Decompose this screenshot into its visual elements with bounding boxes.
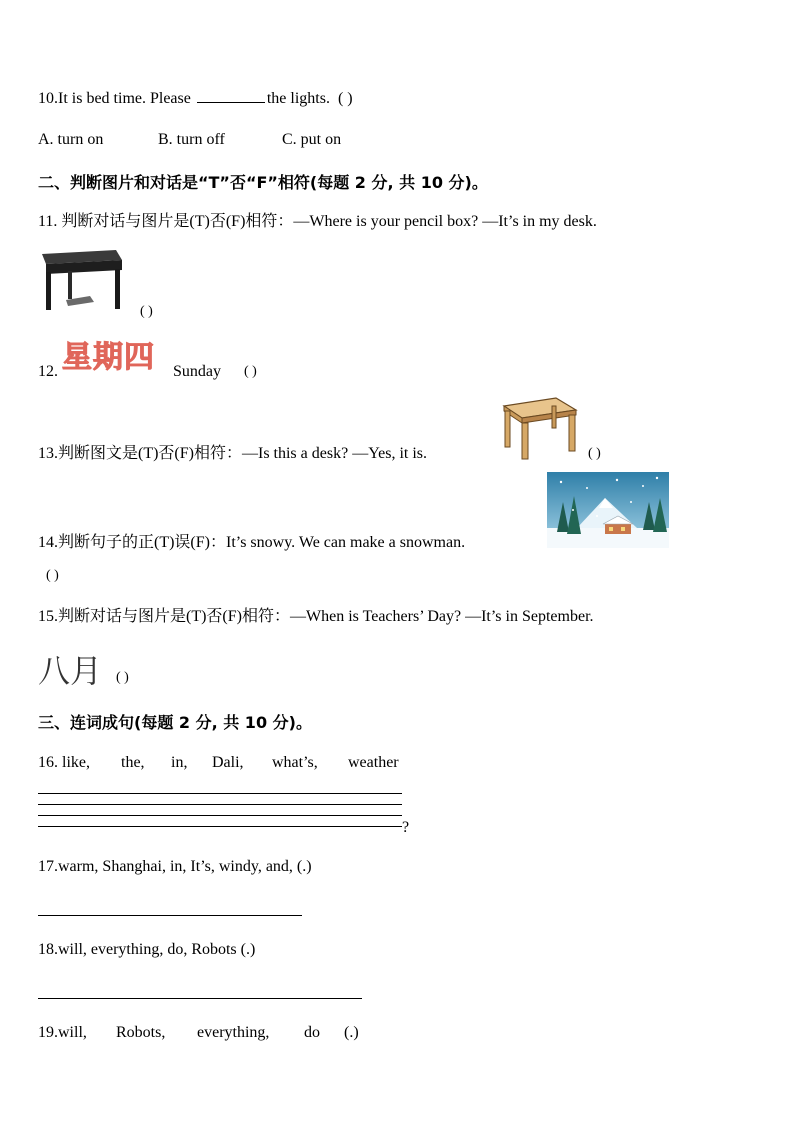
thursday-image: 星期四 [62, 340, 155, 375]
table-image [38, 244, 124, 312]
q16-question-mark: ? [402, 819, 410, 836]
q15-answer-paren[interactable]: ( ) [116, 670, 129, 685]
q18-answer-line[interactable] [38, 998, 362, 999]
q12-number: 12. [38, 363, 58, 380]
q10-option-c[interactable]: C. put on [282, 131, 342, 148]
q16-words [38, 753, 399, 773]
q14-answer-paren[interactable]: ( ) [46, 568, 59, 583]
q18-text: 18.will, everything, do, Robots (.) [38, 941, 256, 958]
q19-word: (.) [344, 1024, 359, 1041]
q10-option-a[interactable]: A. turn on [38, 131, 104, 148]
q10-answer-paren[interactable]: ( ) [337, 90, 353, 107]
q16-word: weather [348, 754, 399, 771]
q17-text: 17.warm, Shanghai, in, It’s, windy, and, (.) [38, 858, 312, 875]
q10-text-part2: the lights. [266, 90, 330, 107]
q12-answer-paren[interactable]: ( ) [244, 364, 257, 379]
question-10 [38, 88, 353, 109]
q12-word: Sunday [173, 363, 221, 380]
q16-word: what’s, [272, 754, 318, 771]
q14-text: 14.判断句子的正(T)误(F)：It’s snowy. We can make a snowman. [38, 534, 466, 551]
q17-answer-line[interactable] [38, 915, 302, 916]
q19-word: everything, [197, 1024, 270, 1041]
q16-word: in, [171, 754, 188, 771]
q13-answer-paren[interactable]: ( ) [588, 446, 601, 461]
q16-answer-line[interactable] [38, 804, 402, 805]
q13-text: 13.判断图文是(T)否(F)相符：—Is this a desk? —Yes, it is. [38, 445, 428, 462]
august-image: 八月 [38, 652, 103, 690]
q10-option-b[interactable]: B. turn off [158, 131, 225, 148]
q19-word: Robots, [116, 1024, 166, 1041]
section-3-title: 三、连词成句(每题 2 分, 共 10 分)。 [38, 713, 312, 732]
q16-word: Dali, [212, 754, 244, 771]
q16-answer-line[interactable] [38, 815, 402, 816]
q19-words [38, 1023, 359, 1043]
q11-text: 11. 判断对话与图片是(T)否(F)相符：—Where is your pencil box? —It’s in my desk. [38, 213, 597, 230]
q16-word: the, [121, 754, 145, 771]
q19-word: 19.will, [38, 1024, 87, 1041]
q16-word: 16. like, [38, 754, 90, 771]
q15-text: 15.判断对话与图片是(T)否(F)相符：—When is Teachers’ Day? —It’s in September. [38, 608, 594, 625]
snowy-scene-image [547, 472, 669, 548]
q10-text-part1: 10.It is bed time. Please [38, 90, 191, 107]
q19-word: do [304, 1024, 320, 1041]
desk-image [500, 396, 578, 460]
section-2-title: 二、判断图片和对话是“T”否“F”相符(每题 2 分, 共 10 分)。 [38, 173, 488, 192]
q10-answer-blank[interactable] [197, 88, 265, 103]
q16-answer-line[interactable] [38, 793, 402, 794]
q16-answer-line[interactable] [38, 826, 402, 827]
q11-answer-paren[interactable]: ( ) [140, 304, 153, 319]
